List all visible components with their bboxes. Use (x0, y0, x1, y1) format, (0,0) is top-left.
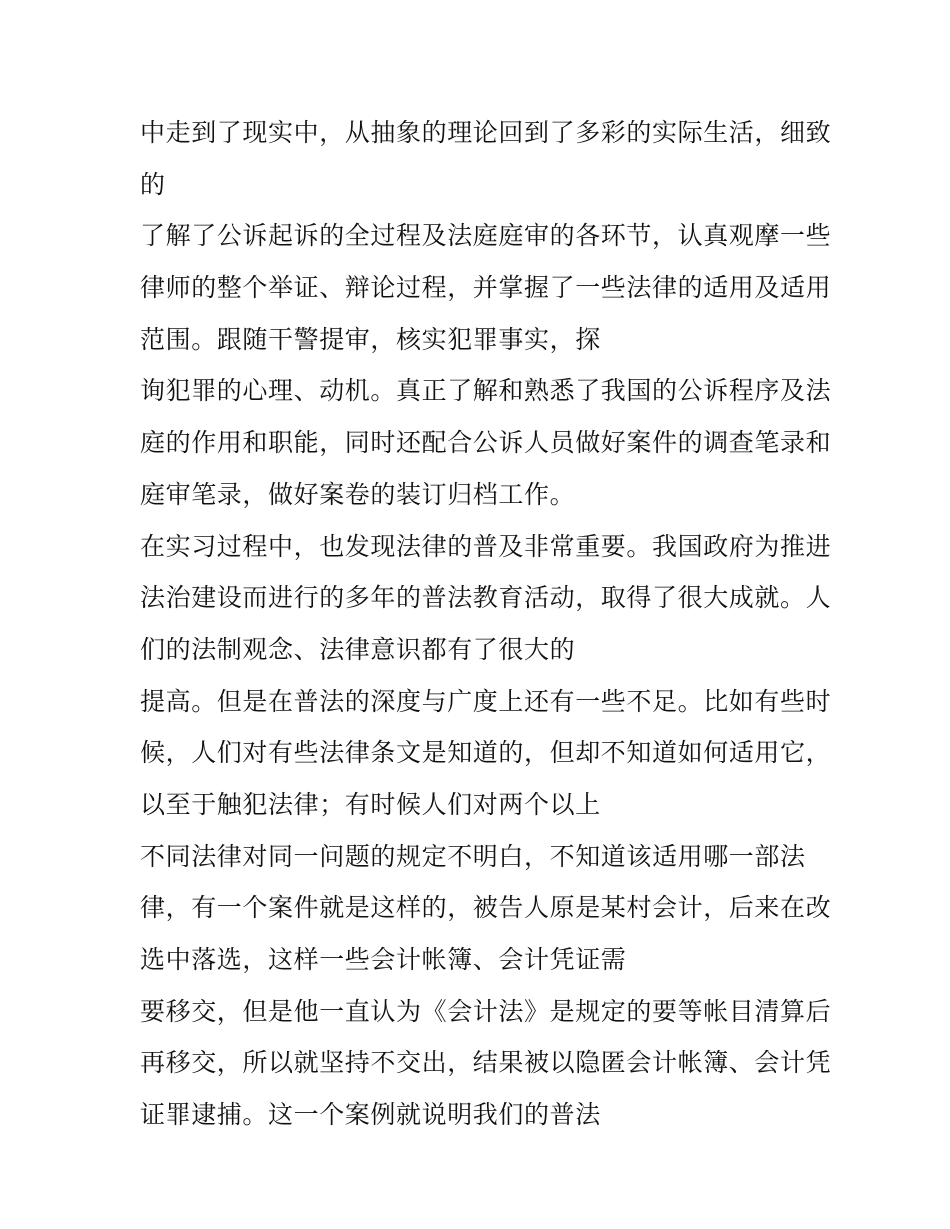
text-line: 律师的整个举证、辩论过程，并掌握了一些法律的适用及适用 (140, 273, 832, 303)
text-line: 中走到了现实中，从抽象的理论回到了多彩的实际生活，细致 (140, 118, 832, 147)
text-line: 不同法律对同一问题的规定不明白，不知道该适用哪一部法 (140, 841, 806, 871)
text-line: 律，有一个案件就是这样的，被告人原是某村会计，后来在改 (140, 893, 832, 923)
text-line: 再移交，所以就坚持不交出，结果被以隐匿会计帐簿、会计凭 (140, 1048, 832, 1078)
text-line: 提高。但是在普法的深度与广度上还有一些不足。比如有些时 (140, 686, 832, 716)
text-line: 询犯罪的心理、动机。真正了解和熟悉了我国的公诉程序及法 (140, 376, 832, 406)
text-line: 庭的作用和职能，同时还配合公诉人员做好案件的调查笔录和 (140, 428, 832, 458)
text-line: 证罪逮捕。这一个案例就说明我们的普法 (140, 1100, 601, 1130)
text-line: 庭审笔录，做好案卷的装订归档工作。 (140, 479, 576, 509)
text-line: 的 (140, 169, 166, 199)
text-line: 要移交，但是他一直认为《会计法》是规定的要等帐目清算后 (140, 996, 832, 1026)
text-line: 以至于触犯法律；有时候人们对两个以上 (140, 789, 601, 819)
text-line: 候，人们对有些法律条文是知道的，但却不知道如何适用它， (140, 738, 832, 768)
text-line: 范围。跟随干警提审，核实犯罪事实，探 (140, 324, 601, 354)
text-line: 了解了公诉起诉的全过程及法庭庭审的各环节，认真观摩一些 (140, 221, 832, 251)
text-line: 选中落选，这样一些会计帐簿、会计凭证需 (140, 945, 627, 974)
body-text (140, 107, 830, 1141)
text-line: 们的法制观念、法律意识都有了很大的 (140, 634, 576, 664)
text-line: 在实习过程中，也发现法律的普及非常重要。我国政府为推进 (140, 531, 832, 561)
text-line: 法治建设而进行的多年的普法教育活动，取得了很大成就。人 (140, 583, 832, 613)
